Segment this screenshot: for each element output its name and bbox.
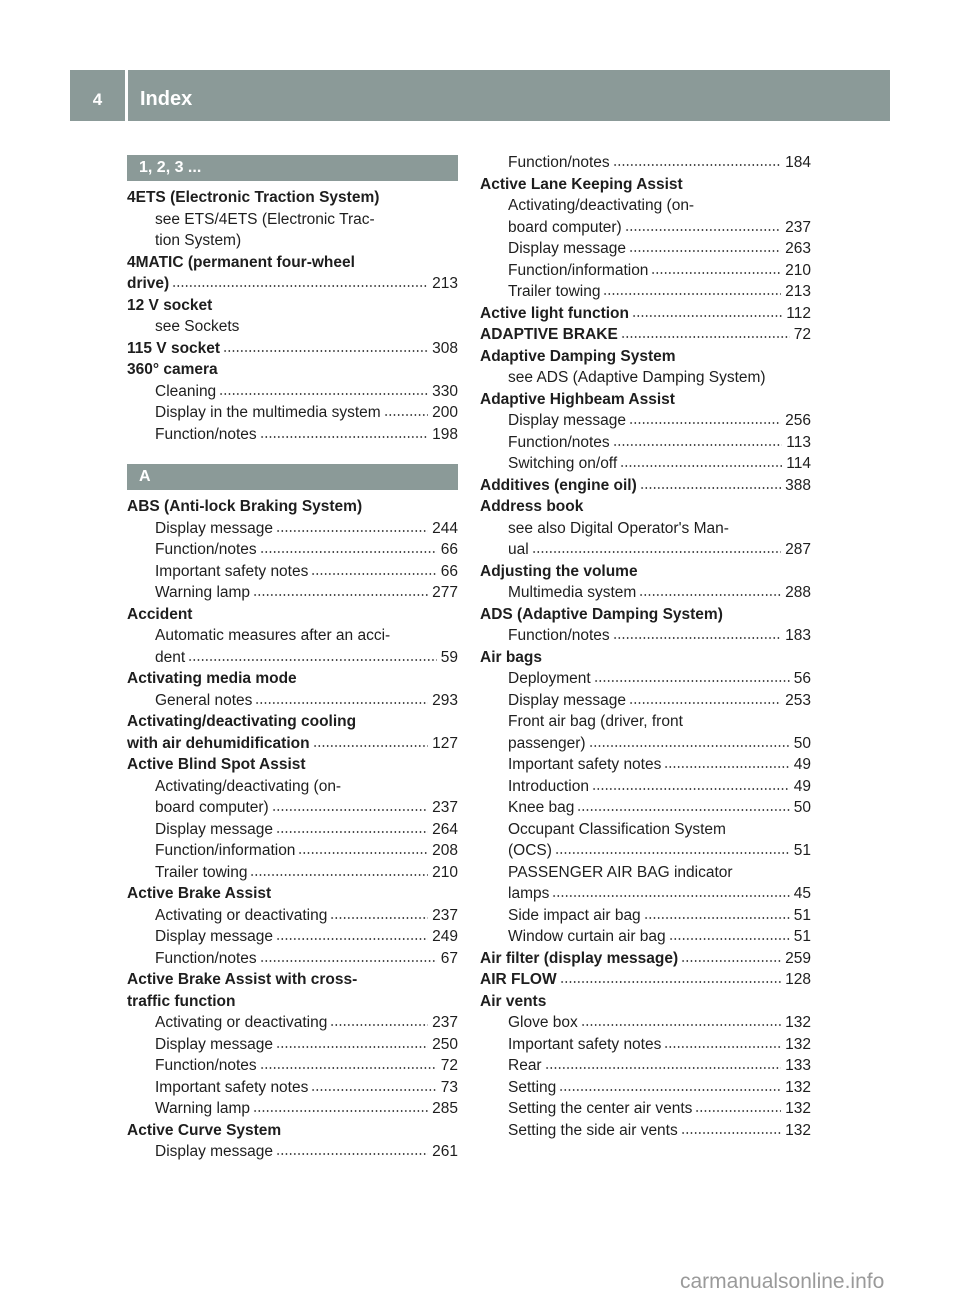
index-subentry[interactable] <box>127 539 458 561</box>
dot-leader <box>253 593 428 597</box>
index-subentry[interactable] <box>127 948 458 970</box>
index-entry <box>127 668 458 690</box>
entry-text: dent <box>155 648 186 666</box>
page-reference[interactable]: 59 <box>440 648 458 666</box>
page-reference[interactable]: 51 <box>793 906 811 924</box>
dot-leader <box>589 744 790 748</box>
index-entry <box>480 561 811 583</box>
dot-leader <box>629 421 781 425</box>
dot-leader <box>644 916 790 920</box>
page-reference[interactable]: 210 <box>785 261 811 279</box>
entry-text: see ADS (Adaptive Damping System) <box>508 369 766 386</box>
entry-text: Display message <box>155 1035 274 1053</box>
page-reference[interactable]: 51 <box>793 842 811 859</box>
page-reference[interactable]: 132 <box>785 1121 811 1139</box>
dot-leader <box>276 1152 428 1156</box>
entry-text: Adjusting the volume <box>480 562 638 580</box>
section-header: A <box>127 464 458 490</box>
entry-text: Trailer towing <box>508 283 601 300</box>
page-reference[interactable]: 250 <box>432 1035 458 1053</box>
dot-leader <box>632 314 782 318</box>
entry-text: Rear <box>508 1057 542 1074</box>
entry-text: Important safety notes <box>508 756 662 773</box>
index-entry[interactable] <box>480 475 811 497</box>
entry-text: Display message <box>508 691 627 709</box>
page-reference[interactable]: 261 <box>432 1143 458 1160</box>
page-reference[interactable]: 308 <box>432 339 458 357</box>
index-subentry[interactable] <box>480 754 811 776</box>
dot-leader <box>552 894 789 898</box>
index-subentry[interactable] <box>127 381 458 403</box>
page-reference[interactable]: 127 <box>432 734 458 752</box>
index-subentry[interactable] <box>480 1120 811 1142</box>
page-reference[interactable]: 330 <box>432 382 458 400</box>
index-subentry[interactable] <box>127 1034 458 1056</box>
index-subentry[interactable] <box>127 1098 458 1120</box>
dot-leader <box>330 916 428 920</box>
index-subentry <box>480 862 811 884</box>
entry-text: ABS (Anti-lock Braking System) <box>127 498 363 515</box>
dot-leader <box>592 787 790 791</box>
entry-text: General notes <box>155 691 253 709</box>
entry-text: traffic function <box>127 992 236 1010</box>
index-subentry[interactable] <box>480 926 811 948</box>
index-subentry[interactable] <box>127 862 458 884</box>
dot-leader <box>298 851 428 855</box>
dot-leader <box>629 249 781 253</box>
page-reference[interactable]: 237 <box>432 906 458 924</box>
page-reference[interactable]: 66 <box>440 562 458 580</box>
dot-leader <box>250 873 428 877</box>
entry-text: 360° camera <box>127 361 218 378</box>
dot-leader <box>260 1066 437 1070</box>
index-subentry[interactable] <box>480 238 811 260</box>
page-reference[interactable]: 198 <box>432 425 458 443</box>
index-subentry <box>127 209 458 231</box>
index-subentry[interactable] <box>127 1077 458 1099</box>
dot-leader <box>545 1066 782 1070</box>
entry-text: tion System) <box>155 232 242 249</box>
page-reference[interactable]: 45 <box>793 885 811 902</box>
dot-leader <box>260 959 437 963</box>
entry-text: Front air bag (driver, front <box>508 713 683 730</box>
dot-leader <box>272 808 428 812</box>
entry-text: Deployment <box>508 670 591 687</box>
entry-text: 12 V socket <box>127 296 213 314</box>
index-column-left <box>127 155 458 1163</box>
index-subentry[interactable] <box>480 1098 811 1120</box>
page-reference[interactable]: 237 <box>432 1014 458 1031</box>
index-entry <box>127 1120 458 1142</box>
entry-text: Air vents <box>480 992 547 1010</box>
entry-text: ual <box>508 541 529 558</box>
dot-leader <box>532 550 781 554</box>
index-entry <box>480 647 811 669</box>
index-subentry[interactable] <box>480 281 811 303</box>
dot-leader <box>311 572 436 576</box>
entry-text: board computer) <box>155 799 269 816</box>
index-subentry[interactable] <box>127 518 458 540</box>
dot-leader <box>613 636 781 640</box>
entry-text: Active Brake Assist with cross- <box>127 971 358 988</box>
index-subentry[interactable] <box>480 453 811 475</box>
index-subentry[interactable] <box>127 905 458 927</box>
page-reference[interactable]: 72 <box>793 326 811 343</box>
entry-text: Display in the multimedia system <box>155 404 381 421</box>
entry-text: Active Lane Keeping Assist <box>480 175 683 193</box>
entry-text: PASSENGER AIR BAG indicator <box>508 863 733 881</box>
index-subentry <box>127 316 458 338</box>
index-subentry[interactable] <box>127 926 458 948</box>
watermark: carmanualsonline.info <box>680 1270 885 1293</box>
index-subentry[interactable] <box>480 217 811 239</box>
dot-leader <box>255 701 428 705</box>
page-title: Index <box>128 70 890 121</box>
page-reference[interactable]: 73 <box>440 1078 458 1096</box>
index-entry <box>480 991 811 1013</box>
index-subentry <box>127 625 458 647</box>
dot-leader <box>577 808 789 812</box>
entry-text: Important safety notes <box>155 1078 309 1096</box>
index-subentry[interactable] <box>480 539 811 561</box>
entry-text: Active Blind Spot Assist <box>127 756 306 773</box>
entry-text: Function/notes <box>155 541 257 558</box>
dot-leader <box>311 1088 436 1092</box>
entry-text: with air dehumidification <box>127 734 310 752</box>
index-entry[interactable] <box>480 969 811 991</box>
dot-leader <box>613 443 783 447</box>
dot-leader <box>629 701 781 705</box>
entry-text: Active light function <box>480 304 629 322</box>
dot-leader <box>219 392 428 396</box>
dot-leader <box>620 464 782 468</box>
dot-leader <box>681 959 781 963</box>
page-reference[interactable]: 253 <box>785 691 811 709</box>
index-subentry[interactable] <box>127 797 458 819</box>
index-entry <box>480 496 811 518</box>
index-subentry[interactable] <box>127 840 458 862</box>
entry-text: Cleaning <box>155 382 217 400</box>
index-subentry[interactable] <box>127 424 458 446</box>
entry-text: Activating media mode <box>127 670 297 687</box>
entry-text: AIR FLOW <box>480 971 557 988</box>
entry-text: Knee bag <box>508 799 575 816</box>
index-subentry[interactable] <box>127 690 458 712</box>
entry-text: Adaptive Damping System <box>480 347 676 365</box>
index-entry <box>480 174 811 196</box>
entry-text: Function/notes <box>508 154 610 171</box>
index-subentry <box>127 230 458 252</box>
index-subentry[interactable] <box>480 410 811 432</box>
page-reference[interactable]: 200 <box>432 404 458 421</box>
entry-text: Function/notes <box>155 1057 257 1074</box>
index-subentry[interactable] <box>480 776 811 798</box>
entry-text: Setting the center air vents <box>508 1100 693 1117</box>
dot-leader <box>603 292 781 296</box>
dot-leader <box>594 679 790 683</box>
dot-leader <box>560 980 782 984</box>
index-subentry[interactable] <box>127 582 458 604</box>
page-reference[interactable]: 285 <box>432 1100 458 1117</box>
entry-text: Trailer towing <box>155 863 248 881</box>
dot-leader <box>172 284 428 288</box>
page-reference[interactable]: 66 <box>440 541 458 558</box>
index-subentry[interactable] <box>480 1012 811 1034</box>
index-entry <box>127 252 458 274</box>
entry-text: Address book <box>480 498 584 515</box>
page-reference[interactable]: 132 <box>785 1014 811 1031</box>
dot-leader <box>621 335 790 339</box>
page-reference[interactable]: 72 <box>440 1057 458 1074</box>
entry-text: Warning lamp <box>155 1100 251 1117</box>
dot-leader <box>640 486 781 490</box>
index-subentry[interactable] <box>480 668 811 690</box>
entry-text: Display message <box>155 519 274 537</box>
entry-text: Important safety notes <box>155 562 309 580</box>
page-reference[interactable]: 133 <box>785 1057 811 1074</box>
page-reference[interactable]: 264 <box>432 820 458 838</box>
index-subentry <box>480 518 811 540</box>
entry-text: Important safety notes <box>508 1035 662 1053</box>
page-reference[interactable]: 259 <box>785 949 811 967</box>
index-entry[interactable] <box>127 273 458 295</box>
index-subentry[interactable] <box>127 561 458 583</box>
page-reference[interactable]: 213 <box>785 283 811 300</box>
page-reference[interactable]: 277 <box>432 584 458 601</box>
entry-text: ADS (Adaptive Damping System) <box>480 605 723 623</box>
page-reference[interactable]: 263 <box>785 240 811 257</box>
page-reference[interactable]: 114 <box>786 455 811 472</box>
dot-leader <box>260 435 428 439</box>
dot-leader <box>555 851 790 855</box>
page-reference[interactable]: 256 <box>785 412 811 429</box>
dot-leader <box>276 937 428 941</box>
entry-text: see Sockets <box>155 318 240 335</box>
entry-text: Automatic measures after an acci- <box>155 627 391 644</box>
entry-text: Adaptive Highbeam Assist <box>480 390 675 408</box>
entry-text: Display message <box>155 928 274 945</box>
page-reference[interactable]: 210 <box>432 863 458 881</box>
index-subentry[interactable] <box>480 260 811 282</box>
dot-leader <box>651 271 781 275</box>
entry-text: Warning lamp <box>155 584 251 601</box>
dot-leader <box>276 529 428 533</box>
page-reference[interactable]: 56 <box>793 670 811 687</box>
entry-text: Glove box <box>508 1014 578 1031</box>
entry-text: Window curtain air bag <box>508 928 666 945</box>
index-subentry[interactable] <box>480 625 811 647</box>
page-reference[interactable]: 128 <box>785 971 811 988</box>
index-subentry <box>127 776 458 798</box>
page-reference[interactable]: 293 <box>432 691 458 709</box>
entry-text: Setting <box>508 1078 557 1096</box>
entry-text: drive) <box>127 275 170 292</box>
dot-leader <box>639 593 781 597</box>
page-reference[interactable]: 237 <box>785 218 811 236</box>
index-subentry[interactable] <box>480 883 811 905</box>
index-subentry <box>480 711 811 733</box>
index-subentry[interactable] <box>127 1141 458 1163</box>
index-subentry[interactable] <box>480 152 811 174</box>
dot-leader <box>559 1088 781 1092</box>
entry-text: see ETS/4ETS (Electronic Trac- <box>155 210 375 228</box>
page-reference[interactable]: 288 <box>785 584 811 601</box>
entry-text: passenger) <box>508 734 586 752</box>
dot-leader <box>223 349 428 353</box>
entry-text: Activating/deactivating (on- <box>508 197 695 214</box>
index-subentry <box>480 819 811 841</box>
page-reference[interactable]: 50 <box>793 799 811 816</box>
index-subentry[interactable] <box>480 1034 811 1056</box>
dot-leader <box>276 830 428 834</box>
dot-leader <box>664 1045 781 1049</box>
index-subentry[interactable] <box>127 402 458 424</box>
entry-text: board computer) <box>508 218 622 236</box>
entry-text: Display message <box>155 820 274 838</box>
page-reference[interactable]: 132 <box>785 1035 811 1053</box>
page-reference[interactable]: 184 <box>785 154 811 171</box>
entry-text: Air bags <box>480 648 543 666</box>
index-subentry[interactable] <box>480 1077 811 1099</box>
page-reference[interactable]: 67 <box>440 949 458 967</box>
page-reference[interactable]: 183 <box>785 627 811 644</box>
dot-leader <box>260 550 437 554</box>
entry-text: Function/information <box>155 842 296 859</box>
page-reference[interactable]: 213 <box>432 275 458 292</box>
entry-text: Active Curve System <box>127 1121 282 1139</box>
entry-text: Multimedia system <box>508 584 637 601</box>
index-entry[interactable] <box>127 733 458 755</box>
index-subentry[interactable] <box>480 432 811 454</box>
index-entry <box>127 711 458 733</box>
index-entry <box>127 969 458 991</box>
dot-leader <box>681 1131 781 1135</box>
index-entry <box>127 359 458 381</box>
index-subentry[interactable] <box>127 647 458 669</box>
dot-leader <box>625 228 781 232</box>
entry-text: Setting the side air vents <box>508 1121 678 1139</box>
index-entry[interactable] <box>480 303 811 325</box>
index-entry <box>480 389 811 411</box>
page-reference[interactable]: 244 <box>432 519 458 537</box>
index-column-right <box>480 152 811 1141</box>
entry-text: (OCS) <box>508 842 552 859</box>
index-subentry[interactable] <box>480 1055 811 1077</box>
page-number: 4 <box>70 70 125 121</box>
page-reference[interactable]: 49 <box>793 777 811 795</box>
page-reference[interactable]: 132 <box>785 1078 811 1096</box>
page-reference[interactable]: 113 <box>786 433 811 451</box>
entry-text: Activating/deactivating cooling <box>127 713 357 730</box>
page-reference[interactable]: 237 <box>432 799 458 816</box>
entry-text: Introduction <box>508 777 589 795</box>
page-reference[interactable]: 208 <box>432 842 458 859</box>
entry-text: Activating/deactivating (on- <box>155 777 342 795</box>
dot-leader <box>695 1109 781 1113</box>
page-reference[interactable]: 388 <box>785 476 811 494</box>
entry-text: lamps <box>508 885 550 902</box>
entry-text: 4ETS (Electronic Traction System) <box>127 189 380 206</box>
index-entry[interactable] <box>480 324 811 346</box>
index-subentry[interactable] <box>127 819 458 841</box>
entry-text: Air filter (display message) <box>480 949 679 967</box>
entry-text: 115 V socket <box>127 339 221 357</box>
entry-text: Display message <box>155 1143 274 1160</box>
entry-text: Accident <box>127 605 193 623</box>
index-entry <box>127 991 458 1013</box>
page-reference[interactable]: 50 <box>793 734 811 752</box>
index-subentry[interactable] <box>127 1012 458 1034</box>
entry-text: see also Digital Operator's Man- <box>508 519 729 537</box>
dot-leader <box>276 1045 428 1049</box>
dot-leader <box>384 413 428 417</box>
index-entry <box>127 496 458 518</box>
dot-leader <box>188 658 437 662</box>
dot-leader <box>253 1109 428 1113</box>
dot-leader <box>313 744 429 748</box>
entry-text: Display message <box>508 240 627 257</box>
index-entry[interactable] <box>127 338 458 360</box>
index-subentry[interactable] <box>480 582 811 604</box>
index-subentry[interactable] <box>480 797 811 819</box>
entry-text: Function/information <box>508 261 649 279</box>
entry-text: Switching on/off <box>508 455 618 472</box>
index-entry <box>127 295 458 317</box>
index-entry <box>480 604 811 626</box>
index-subentry[interactable] <box>480 690 811 712</box>
entry-text: Activating or deactivating <box>155 1014 328 1031</box>
entry-text: Function/notes <box>155 425 257 443</box>
index-entry <box>127 187 458 209</box>
index-subentry <box>480 367 811 389</box>
page-reference[interactable]: 51 <box>793 928 811 945</box>
entry-text: ADAPTIVE BRAKE <box>480 326 618 343</box>
entry-text: Occupant Classification System <box>508 820 726 838</box>
index-entry[interactable] <box>480 948 811 970</box>
index-subentry[interactable] <box>480 840 811 862</box>
entry-text: Function/notes <box>155 949 257 967</box>
dot-leader <box>669 937 790 941</box>
page-reference[interactable]: 132 <box>785 1100 811 1117</box>
page-reference[interactable]: 249 <box>432 928 458 945</box>
entry-text: Additives (engine oil) <box>480 476 637 494</box>
index-entry <box>127 883 458 905</box>
entry-text: Function/notes <box>508 433 610 451</box>
index-subentry[interactable] <box>127 1055 458 1077</box>
index-subentry[interactable] <box>480 905 811 927</box>
entry-text: Activating or deactivating <box>155 906 328 924</box>
entry-text: Active Brake Assist <box>127 885 272 902</box>
index-entry <box>127 604 458 626</box>
entry-text: 4MATIC (permanent four-wheel <box>127 253 355 271</box>
index-entry <box>480 346 811 368</box>
section-header: 1, 2, 3 ... <box>127 155 458 181</box>
index-entry <box>127 754 458 776</box>
page-reference[interactable]: 287 <box>785 541 811 558</box>
page-reference[interactable]: 49 <box>793 756 811 773</box>
index-subentry <box>480 195 811 217</box>
page-reference[interactable]: 112 <box>786 304 811 322</box>
dot-leader <box>664 765 789 769</box>
entry-text: Display message <box>508 412 627 429</box>
dot-leader <box>581 1023 781 1027</box>
entry-text: Side impact air bag <box>508 906 641 924</box>
index-subentry[interactable] <box>480 733 811 755</box>
dot-leader <box>613 163 781 167</box>
dot-leader <box>330 1023 428 1027</box>
entry-text: Function/notes <box>508 627 610 644</box>
